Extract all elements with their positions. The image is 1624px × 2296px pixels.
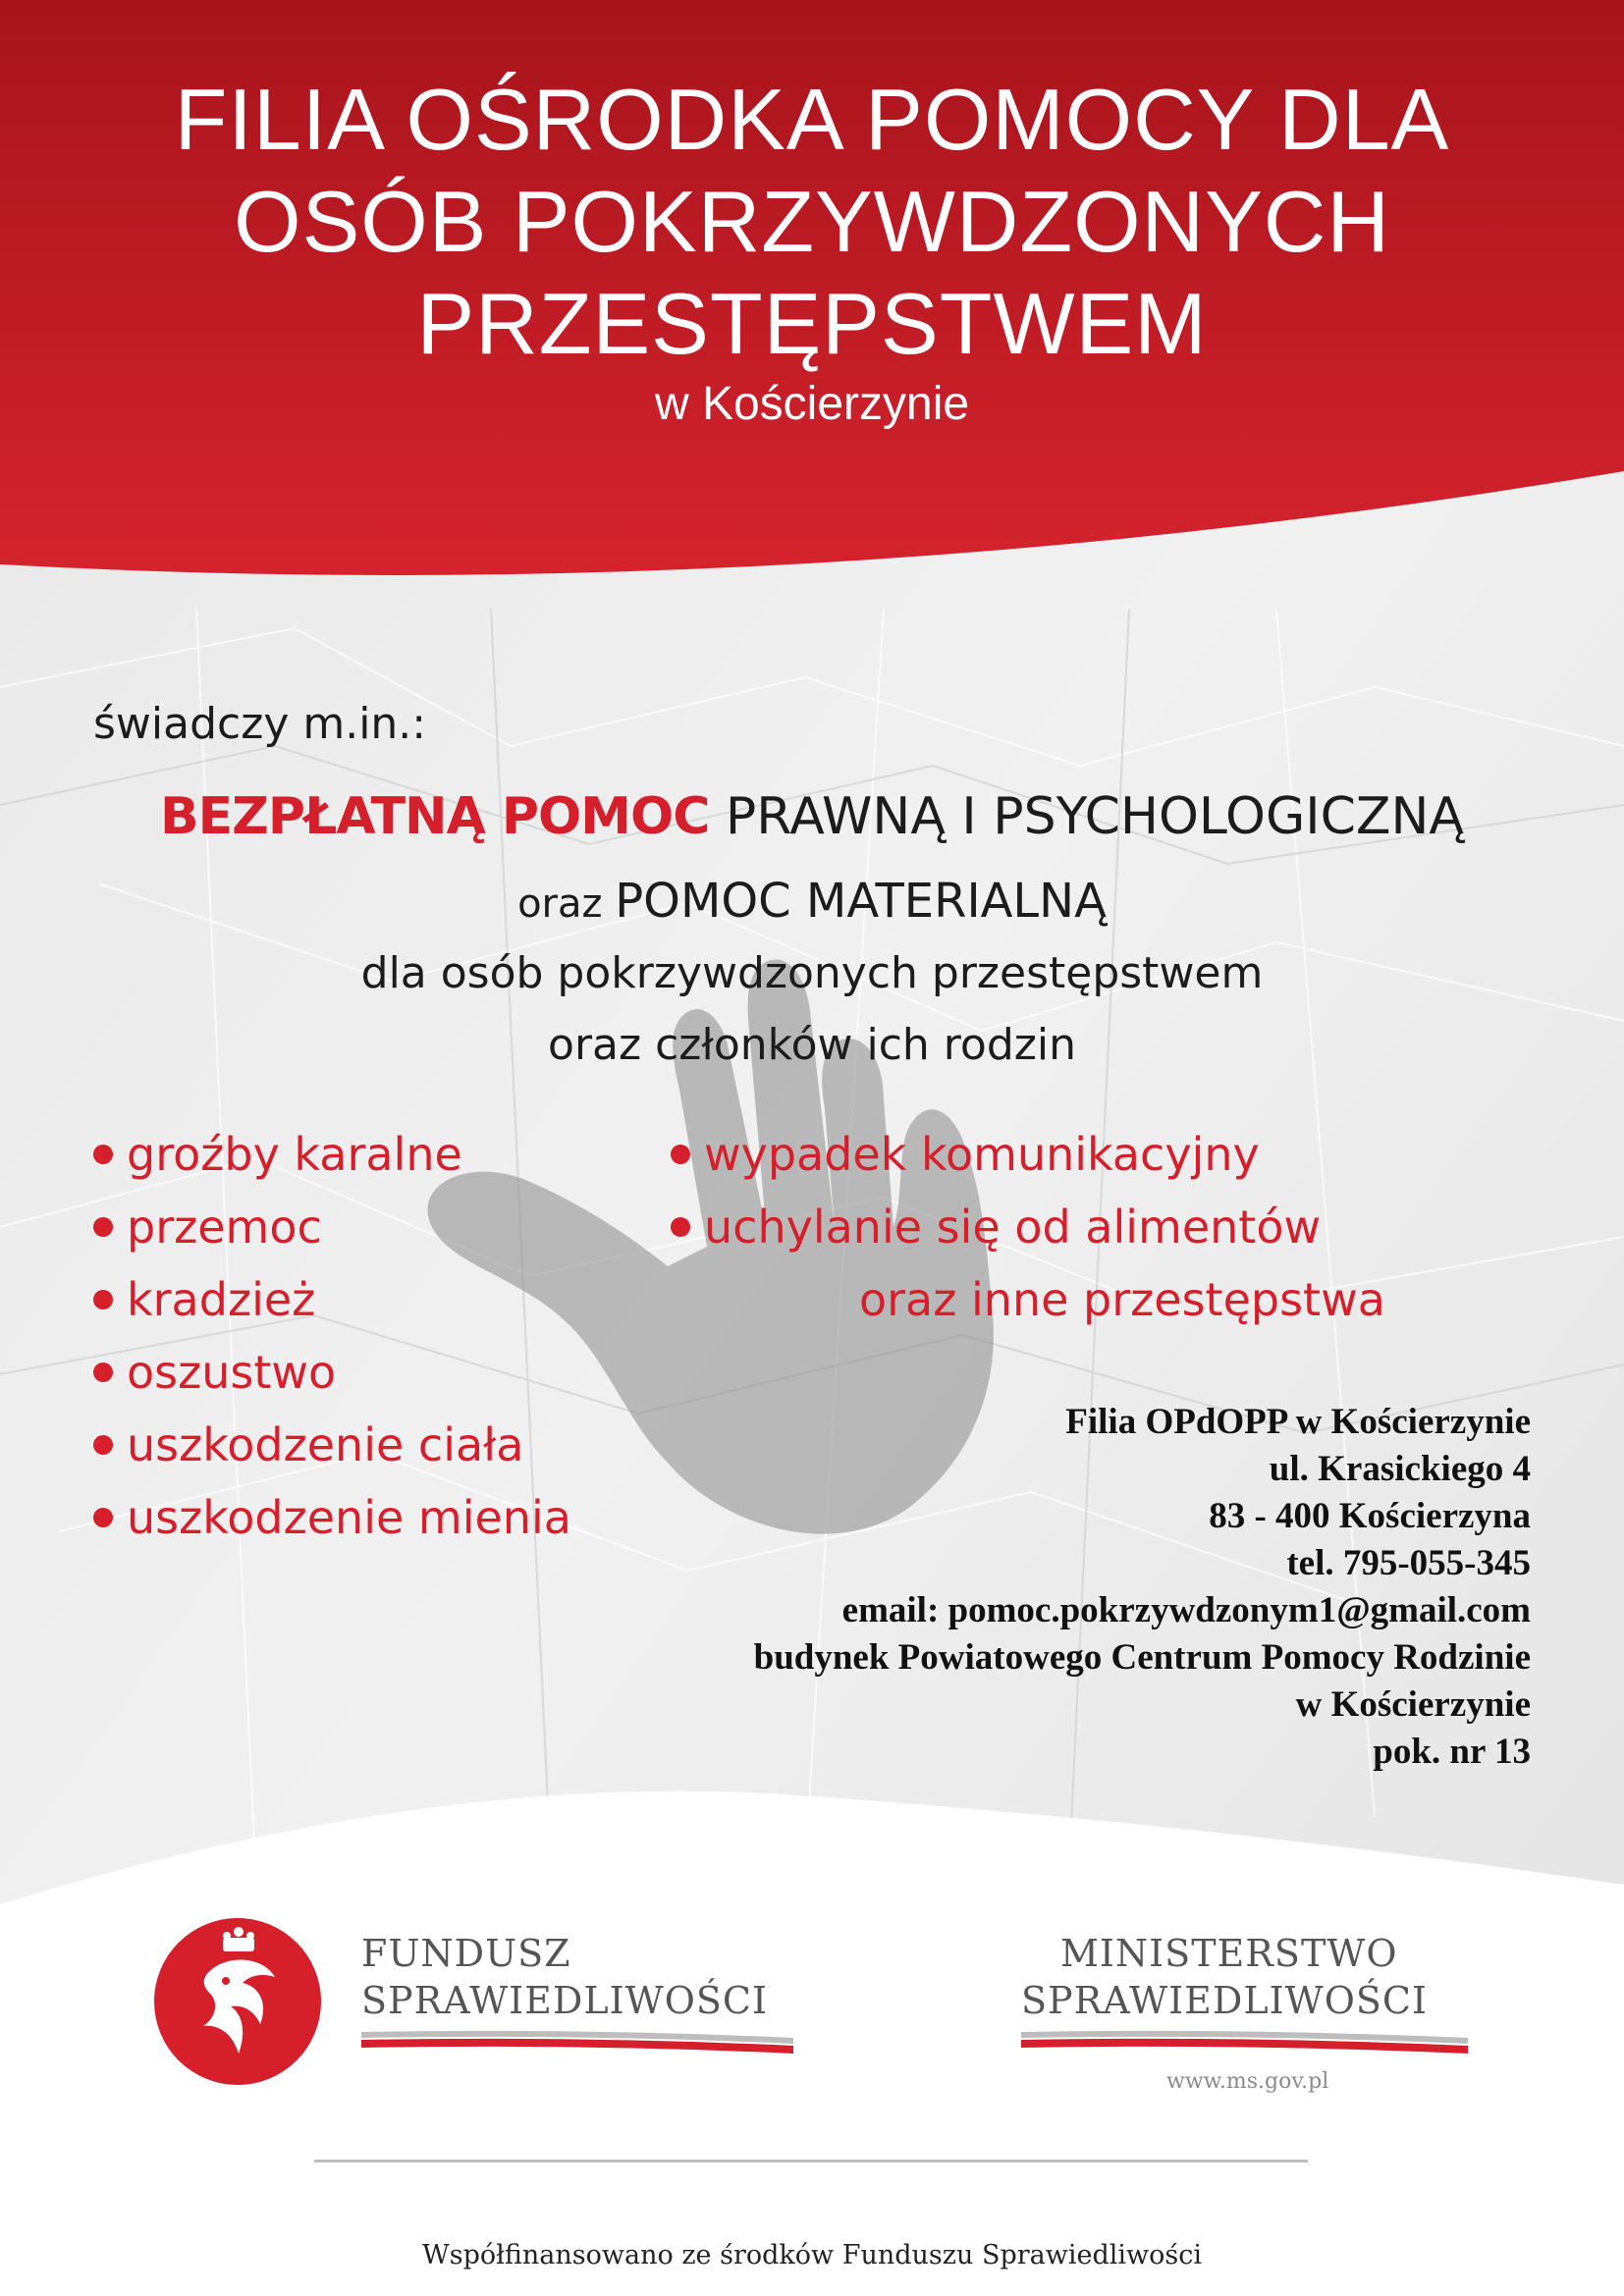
- ministry-logo-flag-stripe: [1021, 2030, 1468, 2054]
- headline-free-help: BEZPŁATNĄ POMOC: [160, 787, 710, 846]
- bullet-icon: [93, 1290, 113, 1309]
- cofinanced-note: Współfinansowano ze środków Funduszu Sprawiedliwości: [421, 2240, 1202, 2270]
- list-item-label: uszkodzenie ciała: [127, 1418, 524, 1471]
- list-item-label: kradzież: [127, 1273, 316, 1326]
- headline-legal-psych: PRAWNĄ I PSYCHOLOGICZNĄ: [709, 787, 1464, 846]
- title-line-2: OSÓB POKRZYWDZONYCH: [234, 173, 1390, 270]
- services-line-4: oraz członków ich rodzin: [548, 1020, 1076, 1070]
- contact-phone: tel. 795-055-345: [1286, 1543, 1531, 1583]
- contact-block: [754, 1399, 1531, 1776]
- services-line-2: [0, 872, 1624, 934]
- bullet-icon: [93, 1435, 113, 1455]
- bullet-icon: [93, 1217, 113, 1237]
- list-item-label: przemoc: [127, 1201, 322, 1254]
- bullet-icon: [671, 1217, 690, 1237]
- list-item-label: oszustwo: [127, 1346, 337, 1399]
- bullet-icon: [93, 1362, 113, 1382]
- ministry-logo-line-1: MINISTERSTWO: [1060, 1932, 1398, 1975]
- footer-divider: [314, 2160, 1308, 2163]
- bullet-icon: [93, 1508, 113, 1527]
- services-headline: [0, 785, 1624, 848]
- contact-room: pok. nr 13: [1373, 1732, 1531, 1772]
- list-item: [93, 1345, 336, 1400]
- bullet-icon: [671, 1145, 690, 1164]
- list-item-label: uszkodzenie mienia: [127, 1491, 571, 1544]
- contact-org: Filia OPdOPP w Kościerzynie: [1065, 1402, 1531, 1442]
- list-item: [93, 1272, 315, 1327]
- ministry-url: www.ms.gov.pl: [1166, 2069, 1329, 2094]
- services-line-3: dla osób pokrzywdzonych przestępstwem: [360, 948, 1264, 998]
- list-item: [671, 1200, 1321, 1255]
- header-title: [0, 69, 1624, 434]
- eagle-emblem-icon: [152, 1916, 324, 2088]
- ministry-logo-line-2: SPRAWIEDLIWOŚCI: [1021, 1979, 1428, 2022]
- fund-logo-flag-stripe: [361, 2030, 793, 2054]
- fund-logo-line-1: FUNDUSZ: [361, 1932, 571, 1975]
- line2-prefix: oraz: [517, 881, 616, 927]
- list-item: [93, 1200, 322, 1255]
- other-offenses: oraz inne przestępstwa: [859, 1273, 1385, 1326]
- list-item: [671, 1127, 1260, 1182]
- header-subtitle: w Kościerzynie: [654, 378, 970, 430]
- intro-lead: świadczy m.in.:: [93, 699, 427, 749]
- list-item: [93, 1127, 462, 1182]
- contact-street: ul. Krasickiego 4: [1269, 1449, 1531, 1489]
- contact-city: w Kościerzynie: [1295, 1684, 1531, 1725]
- title-line-3: PRZESTĘPSTWEM: [416, 275, 1208, 372]
- list-item-label: wypadek komunikacyjny: [704, 1128, 1260, 1181]
- list-item: [93, 1490, 571, 1545]
- contact-postal: 83 - 400 Kościerzyna: [1209, 1496, 1531, 1536]
- contact-email: email: pomoc.pokrzywdzonym1@gmail.com: [841, 1590, 1531, 1630]
- bullet-icon: [93, 1145, 113, 1164]
- list-item-label: uchylanie się od alimentów: [704, 1201, 1322, 1254]
- material-help: POMOC MATERIALNĄ: [615, 874, 1107, 929]
- contact-building: budynek Powiatowego Centrum Pomocy Rodzinie: [753, 1637, 1531, 1678]
- list-item: [93, 1417, 523, 1472]
- title-line-1: FILIA OŚRODKA POMOCY DLA: [174, 71, 1450, 168]
- list-item-label: groźby karalne: [127, 1128, 462, 1181]
- fund-logo-line-2: SPRAWIEDLIWOŚCI: [361, 1979, 768, 2022]
